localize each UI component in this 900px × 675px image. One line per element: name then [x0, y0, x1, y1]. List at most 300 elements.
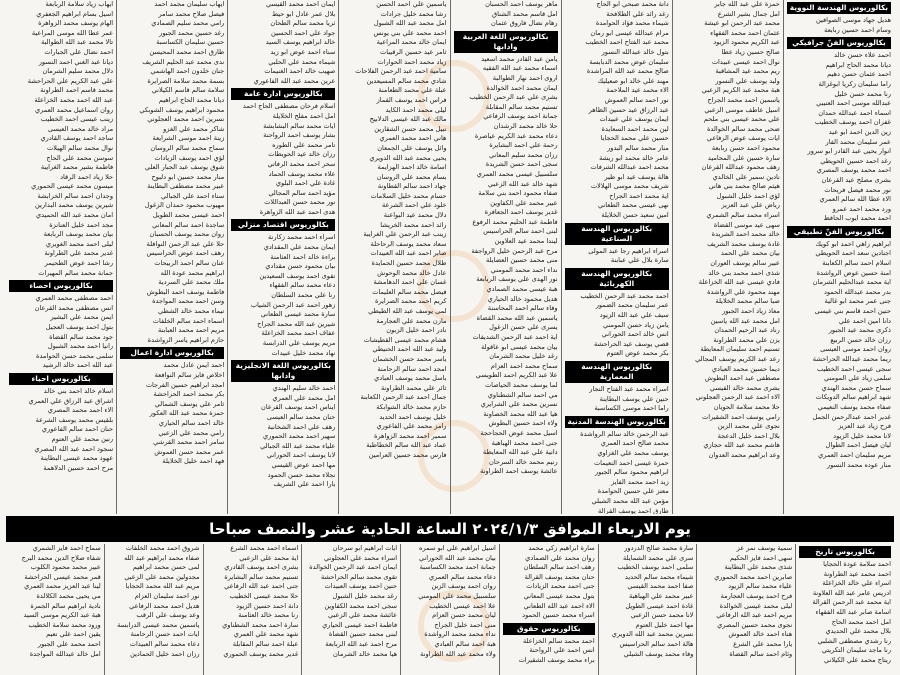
name-entry: صالح حسين زياد عطا [721, 47, 780, 56]
name-entry: مها احمد خليل العتوم [635, 620, 694, 629]
name-entry: سلمى احمد يوسف الخطيب [617, 563, 694, 572]
name-entry: حسين سليمان الكساسبة [156, 38, 225, 47]
name-entry: روان احمد يوسف الزبن [431, 582, 496, 591]
name-entry: حازم محمد خالد الشوابكة [376, 402, 447, 411]
name-entry: لانا محمد حسن الزعبي [630, 611, 694, 620]
name-entry: اسامة خالد احمد الهزايمة [377, 163, 447, 172]
name-entry: فهد احمد خليل الخلايلة [162, 457, 225, 466]
name-entry: امجد ابراهيم حسين الفرجات [145, 380, 225, 389]
name-entry: هبة احمد سالم العبادي [434, 639, 496, 648]
name-entry: مريم يوسف علي الدرابسة [262, 339, 336, 347]
name-entry: مهند محمود علي الرواشدة [707, 287, 780, 296]
name-entry: الاء احمد عبد الله الطعاني [523, 601, 595, 610]
name-entry: زهور احمد عبد الرحمن الشياب [250, 300, 336, 309]
section-heading: بكالوريوس ادارة اعمال [120, 347, 224, 359]
name-entry: امل محمد عبد الله الشبول [373, 19, 447, 28]
name-entry: زينب عيسى احمد الخطيب [40, 115, 114, 124]
name-entry: محمد صالح احمد العمري [600, 439, 669, 448]
name-entry: لين محمد احمد السعايدة [601, 124, 669, 133]
name-entry: سناء احمد عوض ابو زيد [270, 47, 336, 56]
name-entry: مراد خالد محمد العيسى [47, 124, 114, 133]
name-entry: نور الهدى علي يوسف الربابعة [476, 275, 558, 284]
name-entry: خالد محمد احمد الشريدة [711, 230, 780, 239]
section-heading: بكالوريوس اللغة الانجليزية وادابها [231, 360, 335, 382]
name-entry: نسرين محمد علي الشرايري [480, 400, 558, 409]
name-entry: براءة خالد احمد العثامنة [270, 252, 336, 261]
name-entry: سيف علي عبد الله الزيود [599, 311, 669, 320]
name-entry: اسيل بسام ابراهيم الجعفري [36, 9, 114, 18]
name-entry: منى محمد حسين العضايلة [485, 256, 558, 265]
name-entry: رامي محمد علي الزعبي [158, 428, 225, 437]
name-entry: مهيوب محمود حمدان الزغول [144, 201, 225, 210]
name-entry: ميسون محمد عيسى الحموري [31, 182, 114, 191]
name-column [104, 544, 203, 675]
name-entry: لما يوسف محمد الحياصات [484, 380, 558, 389]
name-entry: هاني احمد محمد العمري [379, 134, 447, 143]
name-entry: بشار يوسف احمد الرواحنة [263, 131, 336, 140]
name-entry: عبدالله موسى احمد العتيبي [816, 99, 891, 108]
name-entry: ساجدة احمد سالم المعاني [152, 220, 225, 229]
name-entry: يوسف محمد علي الغزاوي [597, 448, 669, 457]
name-entry: محمد عبد الرحمن ابو عيشة [704, 19, 780, 28]
name-entry: سلمى محمد حسن الحوامدة [35, 351, 114, 360]
name-entry: وفاء سالم احمد المحاسنة [487, 304, 558, 313]
name-entry: منار محمد سالم البدور [607, 143, 669, 152]
name-entry: احمد سلامة عودة الحجايا [823, 560, 891, 568]
name-column [6, 544, 104, 675]
date-banner: يوم الاربعاء الموافق ٢٠٢٤/١/٣ الساعة الحادية عشر والنصف صباحا [6, 516, 894, 542]
name-entry: مازن محمد علي العجارمة [376, 316, 447, 325]
name-entry: علي عبد الكريم علي الحراحشة [27, 76, 114, 85]
name-entry: امل احمد محمد الحاج [831, 617, 891, 626]
name-entry: تسنيم محمد سالم البشايرة [224, 572, 299, 581]
name-entry: اسراء محمد سالم الشمري [706, 211, 780, 220]
name-entry: غدير احمد عبدالرحمن الجمل [812, 412, 891, 421]
name-entry: ايات محمد سالم البشابشة [263, 121, 336, 130]
name-entry: اسلام خالد احمد بني خالد [43, 386, 114, 395]
name-entry: سارة احمد محمد الشطناوي [222, 620, 299, 629]
name-entry: صابرين احمد محمد الحموري [714, 572, 793, 581]
name-entry: يارا محمد علي الشرع [733, 639, 793, 648]
name-column [561, 0, 672, 514]
name-entry: زينب عبد الرحمن علي الغرايبة [363, 230, 447, 239]
name-entry: حلا محمد عيسى الخطيب [229, 591, 299, 600]
name-entry: روان اسماعيل محمد العمري [35, 105, 114, 114]
name-entry: بلال عمر عادل ابو حيط [271, 9, 336, 18]
name-entry: شيرين يوسف محمد البدارين [35, 201, 114, 210]
name-entry: احمد عيسى محمد الطويل [152, 211, 225, 220]
name-entry: رغد خليل محمد الشرمان [489, 352, 558, 361]
name-entry: اسامة صابر عبد الله الفقهاء [815, 607, 891, 616]
name-entry: احمد محمد ايوب الحافظ [823, 214, 891, 223]
name-entry: نور احمد سالم العموش [604, 95, 669, 104]
name-entry: رنا ماجد سليمان التكريتي [821, 646, 891, 655]
name-entry: حنان محمد يوسف القرالة [524, 572, 595, 581]
name-entry: شهد محمد علي العمري [233, 630, 299, 639]
name-entry: دعاء محمد سالم العمري [428, 572, 496, 581]
name-entry: عماد عبد الله سالم الخطاطبة [366, 441, 447, 450]
name-entry: شوق يوسف عبد الجبار العلي [144, 163, 225, 172]
name-entry: عمر محمد حسن العموش [154, 447, 225, 456]
name-entry: رامي محمد سليم الصمادي [151, 19, 225, 28]
name-entry: اجنادين سعد احمد الحويطي [815, 249, 891, 258]
name-entry: غدير محمد يوسف الحموري [223, 649, 299, 658]
name-entry: نداء احمد محمد المومني [490, 265, 558, 274]
name-entry: لينا عبد العزيز محمد العمري [24, 582, 101, 591]
name-entry: منار عوده محمد النسور [826, 460, 891, 469]
name-entry: نجوى محمد حسين المصري [717, 620, 793, 629]
name-entry: مالك عبد الله عيسى الدلابيح [369, 115, 447, 124]
name-entry: غدير محمد علي الطراونة [44, 249, 114, 258]
name-entry: نوال محمد سالم الهيلات [46, 143, 114, 152]
name-entry: ليلى محمد عيسى الخوالدة [719, 601, 793, 610]
name-entry: هيثم صالح محمد بني هاني [708, 182, 780, 191]
name-entry: حنين احمد قاسم بني عيسى [814, 307, 891, 316]
name-entry: يحيى محمد عبد الله الدويري [369, 153, 447, 162]
name-column [598, 544, 697, 675]
name-entry: محمود احمد حسن ربابعة [711, 143, 780, 152]
name-entry: لانا يوسف احمد الحوراني [266, 451, 336, 460]
name-entry: صهيب خالد احمد الغنيمات [264, 67, 336, 76]
name-entry: جهاد احمد سالم القطاونة [377, 182, 447, 191]
name-entry: شريف محمد موسى الهلالات [590, 182, 669, 191]
name-entry: سلسبيل عيسى محمد العمري [476, 169, 558, 178]
name-entry: بلال احمد خليل الدعجة [717, 431, 780, 440]
name-entry: رهف علي احمد الشخانبة [267, 422, 336, 431]
name-entry: بلال محمد علي الحديدي [825, 627, 891, 636]
name-entry: عبد الكريم محمود الزيود [713, 38, 780, 47]
name-entry: احمد علاء حسن خالد [834, 51, 891, 60]
name-entry: وئام احمد سالم القضاة [729, 649, 793, 658]
name-column [499, 544, 598, 675]
name-entry: امل احمد مفلح الخلايلة [272, 111, 336, 120]
name-entry: تسنيم احمد سليمان المعايطة [700, 345, 780, 354]
name-entry: نور محمد فيصل فريحات [824, 185, 891, 194]
name-entry: عادل خالد محمد الوحوش [377, 268, 447, 277]
name-entry: ضحى محمد سالم الخوالدة [706, 124, 780, 133]
name-entry: صبا سالم محمد الخلايلة [715, 297, 780, 306]
name-entry: لمى حسن محمد ابراهيم [132, 563, 200, 572]
name-entry: الهام يوسف محمد الزواهرة [38, 19, 114, 28]
name-entry: سجى عيسى احمد الخطيب [816, 364, 891, 373]
name-entry: رحمة علي احمد البشايرة [489, 141, 558, 150]
name-entry: هديل احمد محمد الرفاعي [129, 601, 200, 610]
name-entry: غادة علي احمد البلوي [275, 179, 336, 188]
name-column [116, 0, 227, 514]
name-entry: ثائر علي محمد الطراونة [380, 383, 447, 392]
name-entry: مرام عبدالله عيسى ابو رمان [590, 28, 669, 37]
name-entry: احمد محمد عيد الطراونة [823, 569, 891, 578]
name-entry: رياض علي عبد العزيز [721, 201, 780, 210]
name-entry: ايات يوسف عوض الرفاعي [706, 134, 780, 143]
name-entry: بتول محمد عيسى المعاني [523, 591, 595, 600]
section-heading: بكالوريوس احياء [9, 373, 113, 385]
name-entry: صالح محمد عبد الله المراشدة [586, 67, 669, 76]
name-entry: هدى احمد عبد الله الزواهرة [259, 207, 336, 216]
name-entry: ايهاب زياد سلامة الربابعة [45, 0, 114, 8]
name-entry: عبلة علي محمد الطعامنة [378, 86, 447, 95]
section-heading: بكالوريوس الهندسة الكهربائية [565, 268, 669, 290]
name-entry: ياسمين محمد عيسى الدرابسة [117, 620, 200, 629]
name-entry: رانيا احمد محمد الشبول [47, 342, 114, 351]
name-entry: علا عبد الكريم احمد الطويسي [475, 371, 558, 380]
name-entry: هديل جهاد موسى الصوافين [815, 16, 891, 24]
name-entry: حازم ابراهيم ياسر الرواشدة [147, 335, 225, 344]
name-entry: ريما محمد عبدالله الحراحشة [812, 355, 891, 363]
name-entry: جمال احمد عبد الرحمن الكعابنة [360, 393, 447, 402]
name-entry: امان محمد عبد الله الحميدي [35, 211, 114, 220]
name-entry: سجى احمد حسن الشريدة [485, 160, 558, 169]
name-entry: جمانة احمد يوسف الرفاعي [483, 112, 558, 121]
name-entry: روان محمد يوسف الحسبان [149, 230, 225, 239]
name-entry: هشام محمد عيسى القطيشات [363, 335, 447, 344]
name-entry: سماح محمد سالم الروسان [150, 143, 225, 152]
name-entry: رشا محمد خليل جرادات [380, 9, 447, 18]
name-entry: احمد خالد سليم الهندي [272, 384, 336, 393]
name-entry: شهد خالد عبد الله الزعبي [487, 179, 558, 188]
name-entry: اخلاص فايز سالم النوافعة [154, 370, 225, 379]
name-entry: احمد مصطفى محمد العمري [35, 294, 114, 303]
name-entry: مرح احمد عبد الله الربابعة [325, 639, 398, 648]
name-entry: براء محمد يوسف الشقيرات [518, 655, 595, 664]
name-entry: وائل يوسف علي الجمعان [377, 143, 447, 152]
name-entry: غادة احمد عيسى الطويل [625, 601, 694, 610]
name-entry: دانا امين احمد علي [838, 316, 891, 325]
name-entry: دعاء محمد عبد الكريم عياصرة [474, 131, 558, 140]
name-column [227, 0, 338, 514]
name-entry: مجدولين محمد علي الزعبي [124, 572, 200, 581]
name-entry: ولاء محمد عبد الله الطراونة [420, 649, 496, 658]
name-entry: مها احمد عوض القيسي [271, 460, 336, 469]
name-entry: احمد عثمان حسن دهيم [827, 70, 891, 79]
name-entry: رهف احمد عوض الحراسيس [146, 249, 225, 258]
name-entry: مصطفى عيد احمد البطوش [704, 374, 780, 383]
name-entry: طارق احمد محمد المحيسن [149, 47, 225, 56]
name-entry: ايات احمد حسن الرحامنة [130, 630, 200, 639]
name-entry: فاطمة يوسف احمد البطوش [146, 287, 225, 296]
name-entry: علياء محمد عبد الله الجبالي [260, 441, 336, 450]
name-entry: سجود احمد عبد الله المصري [34, 444, 114, 453]
name-entry: عبد الرحمن خالد سالم الرواشدة [580, 429, 669, 438]
name-entry: محمد قاسم احمد الطراونة [40, 86, 114, 95]
name-entry: هيا محمد خالد الشرمان [332, 649, 398, 658]
name-entry: احمد محمد عبد الرحمن الخطيب [580, 291, 669, 300]
name-entry: ايناس احمد يوسف القرعان [260, 403, 336, 412]
name-entry: جنى عمر محمد ابو غالية [824, 297, 891, 306]
name-entry: عرين محمد عبد الله الفاعوري [253, 76, 336, 85]
name-entry: انس خالد احمد الحوراني [601, 330, 669, 339]
name-entry: نوال احمد عيسى عبيدات [711, 57, 780, 66]
name-entry: الاء احمد محمد المصري [47, 406, 114, 415]
name-entry: حسام محمد خليل السلامات [370, 191, 447, 200]
name-entry: نهى عيسى محمد الطعاني [597, 201, 669, 210]
name-entry: عمر عطا الله موسى المراعية [31, 28, 114, 37]
section-heading: بكالوريوس الهندسة المدنية [565, 416, 669, 428]
name-entry: ديانا محمد الحاج ابراهيم [825, 60, 891, 69]
name-entry: سهير احمد محمد الحموري [262, 432, 336, 441]
name-entry: حلا خالد محمد الرشدان [493, 121, 558, 130]
name-entry: سارة محمد عيسى الطعاني [260, 310, 336, 319]
name-entry: سارة حسين علي المحاميد [707, 153, 780, 162]
name-entry: رنا محمد خالد العثامنة [238, 611, 299, 620]
name-entry: مريم احمد محمد العبابنة [157, 326, 225, 335]
name-entry: اروى احمد نهار الطوالبة [492, 73, 558, 82]
name-entry: ايمان محمد احمد الخوالدة [486, 83, 558, 92]
name-entry: ريم محمد عيد المشاقبة [715, 67, 780, 76]
name-entry: عمر سليمان محمد الفار [825, 137, 891, 146]
name-column [783, 0, 894, 514]
name-entry: لبنى احمد سالم الحراسيس [483, 227, 558, 236]
name-entry: ليلى محمد احمد الكايد [385, 105, 447, 114]
name-entry: جواد علي احمد الحسين [271, 28, 336, 37]
name-entry: بلقيس محمد يوسف الشرعة [35, 415, 114, 424]
name-entry: رزان احمد خليل الحمادين [130, 649, 200, 658]
name-entry: طارق احمد يوسف القرالة [597, 506, 669, 514]
name-entry: اية محمد عبدالحليم الشرمان [812, 278, 891, 287]
name-entry: علاء محمد يوسف الحماد [268, 169, 336, 178]
name-entry: سلمى زياد علي المومني [824, 374, 891, 383]
name-entry: بتول خالد عبدالله النسور [601, 47, 669, 56]
name-entry: اسلام احمد سالم الكعابنة [822, 259, 891, 268]
name-entry: تامر محمد علي الطوره [272, 140, 336, 149]
section-heading: بكالوريوس تاريخ [799, 546, 891, 558]
section-heading: بكالوريوس اللغة العربية وادابها [454, 31, 558, 53]
name-entry: عبد الله احمد محمد الخزاعلة [34, 95, 114, 104]
name-entry: عبير محمد علي الكفاوين [490, 198, 558, 207]
name-entry: تالا محمد عبد الله الطوالبة [41, 38, 114, 47]
name-entry: بكر محمد احمد الحراحشة [153, 390, 225, 399]
name-entry: عبلة احمد سالم المقابلة [232, 639, 299, 648]
name-entry: وسن احمد محمد المواجدة [152, 297, 225, 306]
name-entry: عنان سالم احمد الربيحات [154, 259, 225, 268]
name-entry: نسرين محمد عبد الله الدويري [611, 630, 694, 639]
name-entry: ملك محمد علي السردية [158, 278, 225, 287]
name-entry: ديانا محمد الحاج ابراهيم [158, 95, 225, 104]
name-entry: طلال محمد حسين الحمايدة [371, 259, 447, 268]
section-heading: بكالوريوس اقتصاد منزلي [231, 219, 335, 231]
name-entry: شذى محمد علي البطاينة [724, 563, 793, 572]
name-entry: محمد احمد عبدالله الشرفات [590, 163, 669, 172]
name-entry: عبير سالم يوسف العوران [710, 259, 780, 268]
name-entry: انوار يحيى عبد القادر ابو سرور [807, 147, 891, 156]
name-entry: لؤي احمد خليل الشبول [716, 191, 780, 200]
name-entry: ابراهيم محمد عودة الله [160, 268, 225, 277]
name-entry: سمير احمد محمد الزواهرة [373, 431, 447, 440]
name-entry: نبيل محمد حسن الشقارين [374, 124, 447, 133]
name-entry: الاء عطا الله سالم العمري [819, 195, 891, 204]
name-entry: احمد نضال علي الجبارات [44, 47, 114, 56]
name-entry: بشرى علي عبد الرحمن الخطيب [469, 93, 558, 102]
name-entry: يقين احمد علي نعيم [46, 630, 101, 639]
name-entry: اسيل ابراهيم علي ابو سمره [419, 544, 496, 552]
name-entry: رعد عبد الكريم يوسف المجالي [695, 354, 780, 363]
name-entry: هاشم محمد عبد الله حجازي [703, 441, 780, 450]
name-entry: سلامة سالم قاسم الكيلاني [151, 86, 225, 95]
name-entry: ساجد احمد يوسف القادري [40, 134, 114, 143]
name-entry: عبير محمد مصطفى البطاينة [147, 182, 225, 191]
name-entry: دلال محمد عيد البواعنة [383, 211, 447, 220]
name-entry: بسام محمد علي الروسان [376, 172, 447, 181]
name-entry: سمية يوسف نمر عز [736, 544, 793, 552]
name-column [338, 0, 449, 514]
name-entry: ندى محمد عبد الحليم الشريف [142, 57, 225, 66]
name-entry: لؤي احمد يوسف الزيادات [154, 153, 225, 162]
name-entry: امل قاسم محمد الشناق [492, 9, 558, 18]
name-entry: شفاء صلاح الدين محمد البرج [21, 553, 101, 562]
name-entry: خالد ابراهيم يوسف السيد [265, 38, 336, 47]
name-entry: صفاء محمد يوسف النعيمي [817, 402, 891, 411]
name-entry: جنى احمد محمد الزيادات [526, 582, 595, 591]
name-entry: مؤيد احمد سالم المجالي [268, 188, 336, 197]
name-entry: علي محمد عيسى بني ملحم [703, 115, 780, 124]
name-entry: هديل محمود خالد الحياري [487, 294, 558, 303]
name-entry: جمانة احمد محمد الكساسبة [419, 563, 496, 572]
name-entry: اشراق عبد الرزاق علي العمري [28, 396, 114, 405]
name-entry: باسل محمد يوسف العبادي [374, 374, 447, 383]
name-entry: احمد ايمن عادل محمد [163, 361, 225, 370]
name-entry: رهام نضال فاروق عثمان [490, 19, 558, 28]
section-heading: بكالوريوس الهندسة النووية [787, 2, 891, 14]
name-entry: فارس محمد حسين العرامين [368, 450, 447, 459]
name-entry: حمزة محمد عبد الله العكور [149, 409, 225, 418]
name-entry: سناء احمد علي الجبالي [160, 191, 225, 200]
name-entry: سوسن محمد علي الحاج [46, 153, 114, 162]
name-entry: هناء احمد خالد العموش [728, 630, 793, 639]
name-entry: يامن عبد القادر محمد اسعيد [481, 54, 558, 63]
name-entry: هبة عيسى محمد الصمادي [486, 285, 558, 294]
name-entry: وليد عبد الله احمد الحنيطي [372, 345, 447, 354]
name-entry: سهى عيد موسى القضاة [713, 220, 780, 229]
name-entry: سامية احمد عبد الرحمن الفلاحات [355, 67, 447, 76]
name-column [672, 0, 783, 514]
name-entry: امين سعيد حسن الخلايلة [601, 211, 669, 220]
name-entry: فيصل صلاح محمد سامر [158, 9, 225, 18]
name-entry: غسان علي احمد الدهامشة [373, 278, 447, 287]
name-entry: نادر احمد خليل الزبون [386, 326, 447, 335]
name-entry: رغد حسين محمد الجبور [159, 28, 225, 37]
name-entry: مهند علي خالد ابو صعيليك [597, 76, 669, 85]
name-entry: هبة محمد عبد الكريم الزعبي [701, 86, 780, 95]
name-entry: رناد عبد الرحيم الحمدان [714, 326, 780, 335]
name-entry: اسيل عاطف موسى الزعبي [704, 105, 780, 114]
name-entry: امل خالد عبدالله المواجدة [29, 649, 101, 658]
name-entry: لانا محمد خليل الزيود [833, 431, 891, 440]
name-entry: ورد محمد احمد عمرو [832, 204, 891, 213]
name-entry: فاطمة عبد الحليم محمد الرفوع [472, 217, 558, 226]
name-entry: رنين محمد علي العتوم [51, 434, 114, 443]
name-entry: مريم احمد عبد الله الرفاعي [716, 611, 793, 620]
section-heading: بكالوريوس الهندسة الصناعية [565, 223, 669, 245]
name-entry: وجدان احمد سالم الخرابشة [37, 191, 114, 200]
name-entry: ليان محمد حسن العزام [432, 611, 496, 620]
name-entry: ولاء احمد حسين البطوش [488, 419, 558, 428]
name-entry: عبد الله احمد خالد الرشيد [42, 361, 114, 370]
name-entry: حمزة علي عبد الله جابر [714, 0, 780, 8]
name-entry: ايمان يوسف علي عبيدات [599, 115, 669, 124]
name-entry: امل جمال بشير الشرع [717, 9, 780, 18]
name-entry: حسين علي محمد الحجايا [600, 134, 669, 143]
name-entry: وعد ابراهيم محمد العدوان [708, 450, 780, 459]
name-entry: دانية علي عبد الله المعايطة [482, 448, 558, 457]
name-entry: بكر محمد عوض العتوم [606, 349, 669, 358]
name-entry: ريتاج محمد علي الكيلاني [824, 655, 891, 664]
name-entry: خلود علي احمد الشرعة [381, 201, 447, 210]
name-entry: ابراهيم محمود سالم الجبور [594, 468, 669, 477]
name-entry: غفران احمد يوسف الخطيب [814, 118, 891, 127]
name-entry: تقوى محمد سالم الحراحشة [321, 572, 398, 581]
name-entry: اسراء محمد حسين الحمود [522, 611, 595, 620]
name-entry: بيان محمد عيسى ابو عاقولة [481, 342, 558, 351]
